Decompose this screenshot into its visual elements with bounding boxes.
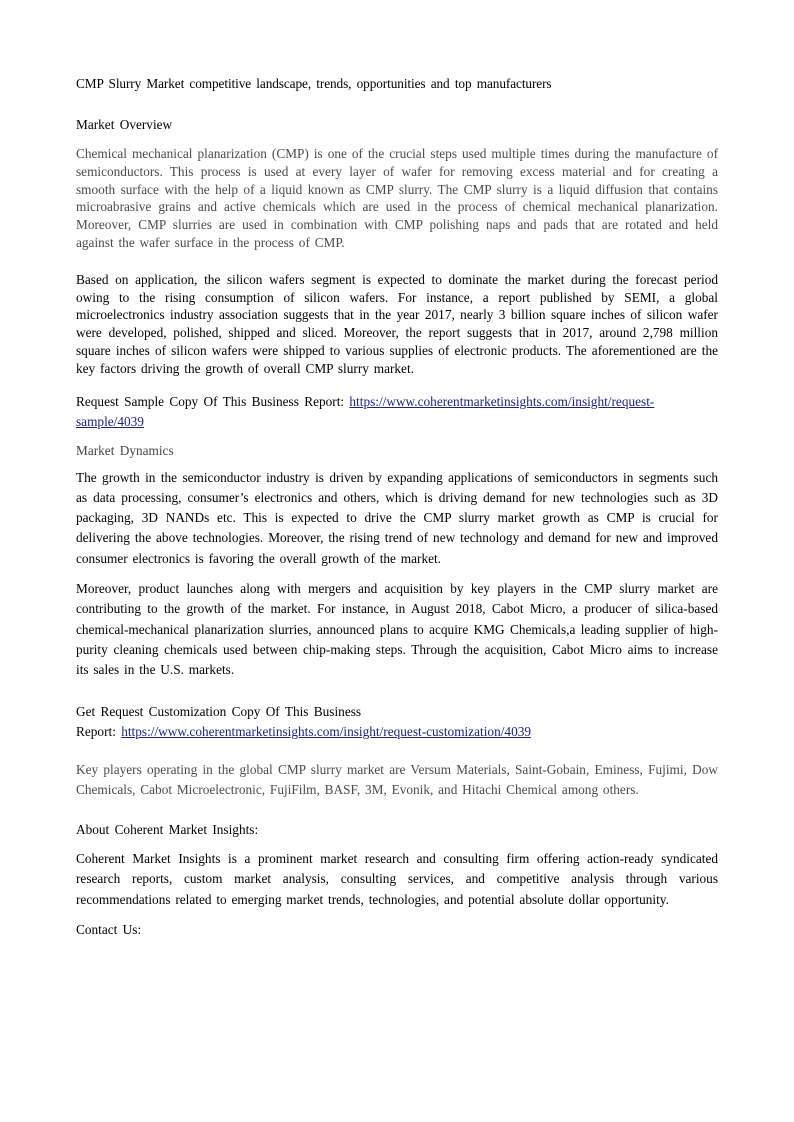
about-paragraph: Coherent Market Insights is a prominent market research and consulting firm offering action-ready syndicated research reports, custom market analysis, consulting services, and competitive analysis through various recommendations related to emerging market trends, technologies, and potential absolute dollar opportunity.	[76, 851, 718, 907]
market-dynamics-paragraph-1: The growth in the semiconductor industry is driven by expanding applications of semiconductors in segments such as data processing, consumer’s electronics and others, which is driving demand for new technologies such as 3D packaging, 3D NANDs etc. This is expected to drive the CMP slurry market growth as CMP is crucial for delivering the above technologies. Moreover, the rising trend of new technology and demand for new and improved consumer electronics is favoring the overall growth of the market.	[76, 469, 718, 566]
document-page	[76, 74, 718, 939]
request-customization-link[interactable]: https://www.coherentmarketinsights.com/insight/request-customization/4039	[121, 723, 532, 739]
request-sample-label: Request Sample Copy Of This Business Report:	[76, 393, 350, 409]
request-customization-line	[76, 702, 718, 742]
request-customization-label-2: Report:	[76, 723, 122, 739]
document-title: CMP Slurry Market competitive landscape, trends, opportunities and top manufacturers	[76, 76, 552, 91]
market-overview-paragraph-1: Chemical mechanical planarization (CMP) is one of the crucial steps used multiple times during the manufacture of semiconductors. This process is used at every layer of wafer for removing excess material and for creating a smooth surface with the help of a liquid known as CMP slurry. The CMP slurry is a liquid diffusion that contains microabrasive grains and active chemicals which are used in the process of chemical mechanical planarization. Moreover, CMP slurries are used in combination with CMP polishing naps and pads that are rotated and held against the wafer surface in the process of CMP.	[76, 146, 718, 250]
contact-heading: Contact Us:	[76, 922, 142, 938]
market-overview-heading: Market Overview	[76, 117, 173, 132]
about-heading: About Coherent Market Insights:	[76, 822, 259, 838]
market-dynamics-heading: Market Dynamics	[76, 442, 174, 458]
key-players-paragraph: Key players operating in the global CMP slurry market are Versum Materials, Saint-Gobain, Eminess, Fujimi, Dow Chemicals, Cabot Microelectronic, FujiFilm, BASF, 3M, Evonik, and Hitachi Chemical among others.	[76, 761, 718, 797]
request-customization-label-1: Get Request Customization Copy Of This Business	[76, 703, 362, 719]
market-dynamics-paragraph-2: Moreover, product launches along with mergers and acquisition by key players in the CMP slurry market are contributing to the growth of the market. For instance, in August 2018, Cabot Micro, a producer of silica-based chemical-mechanical planarization slurries, announced plans to acquire KMG Chemicals,a leading supplier of high-purity cleaning chemicals used between chip-making steps. Through the acquisition, Cabot Micro aims to increase its sales in the U.S. markets.	[76, 581, 718, 678]
request-sample-link[interactable]: https://www.coherentmarketinsights.com/insight/request-sample/4039	[76, 393, 655, 429]
request-sample-line	[76, 392, 718, 432]
market-overview-paragraph-2: Based on application, the silicon wafers segment is expected to dominate the market during the forecast period owing to the rising consumption of silicon wafers. For instance, a report published by SEMI, a global microelectronics industry association suggests that in the year 2017, nearly 3 billion square inches of silicon wafer were developed, polished, shipped and sliced. Moreover, the report suggests that in 2017, around 2,798 million square inches of silicon wafers were shipped to various supplies of electronic products. The aforementioned are the key factors driving the growth of overall CMP slurry market.	[76, 271, 718, 376]
